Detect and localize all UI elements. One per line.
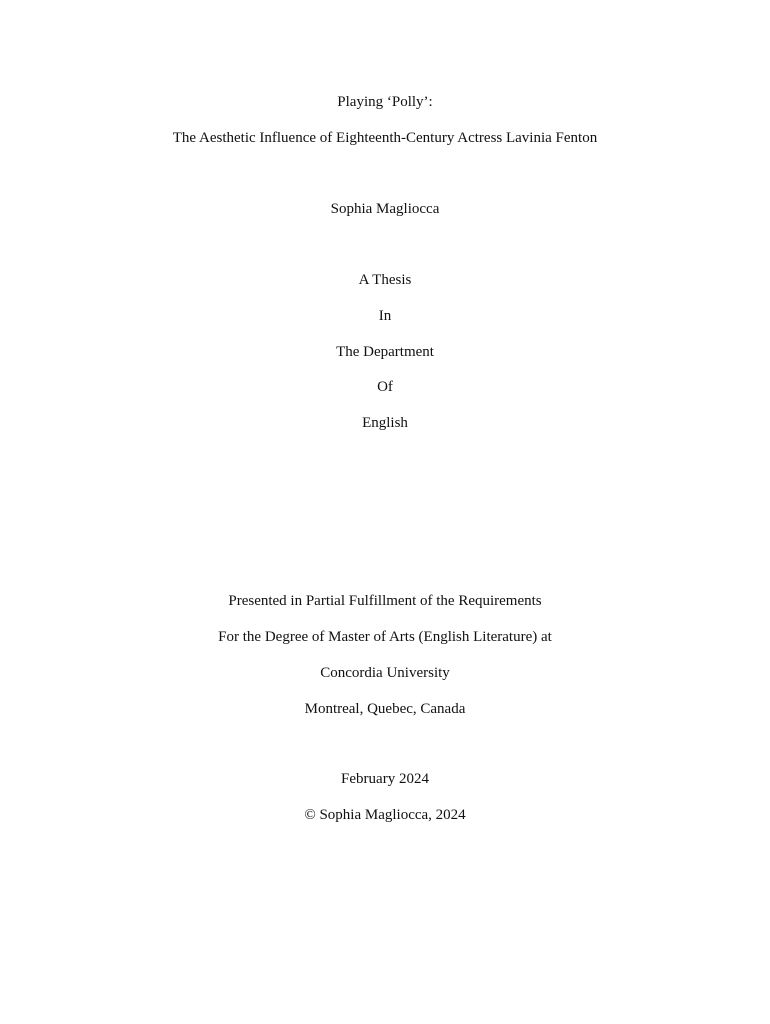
presentation-line-requirements: Presented in Partial Fulfillment of the Requirements xyxy=(228,593,542,609)
university-name: Concordia University xyxy=(320,665,450,681)
presentation-line-degree: For the Degree of Master of Arts (English Literature) at xyxy=(218,629,552,645)
thesis-line-a-thesis: A Thesis xyxy=(358,272,412,288)
thesis-subtitle: The Aesthetic Influence of Eighteenth-Century Actress Lavinia Fenton xyxy=(172,130,598,146)
university-location: Montreal, Quebec, Canada xyxy=(304,701,466,717)
thesis-line-in: In xyxy=(378,308,392,324)
department-name: English xyxy=(362,415,408,431)
thesis-line-of: Of xyxy=(377,379,393,395)
copyright-notice: © Sophia Magliocca, 2024 xyxy=(304,807,466,823)
author-name: Sophia Magliocca xyxy=(330,201,440,217)
thesis-line-department: The Department xyxy=(336,344,434,360)
thesis-title: Playing ‘Polly’: xyxy=(337,94,433,110)
submission-date: February 2024 xyxy=(341,771,429,787)
